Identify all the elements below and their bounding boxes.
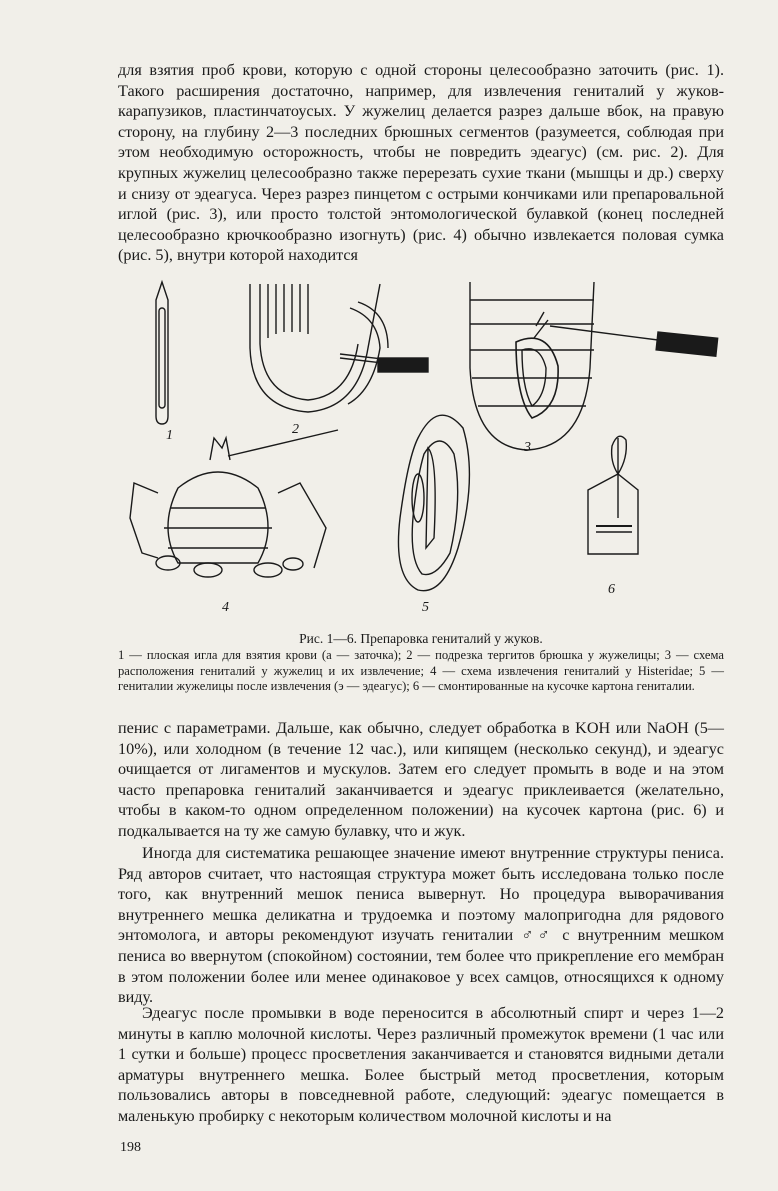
figure-caption-body: 1 — плоская игла для взятия крови (а — заточка); 2 — подрезка тергитов брюшка у жужелицы; 3 — схема расположения гениталий у жужелиц и их извлечение; 4 — схема извлечения гениталий у Histeridae; 5 — гениталии жужелицы после извлечения (э — эдеагус); 6 — смонтированные на кусочке картона гениталии. bbox=[118, 648, 724, 694]
figure-label-2: 2 bbox=[292, 422, 299, 437]
figure-drawings bbox=[118, 278, 724, 628]
fig4-histeridae-drawing bbox=[130, 430, 338, 577]
paragraph-4: Эдеагус после промывки в воде переносится в абсолютный спирт и через 1—2 минуты в каплю молочной кислоты. Через различный промежуток времени (1 час или 1 сутки и больше) процесс просветления заканчивается и становятся видными детали арматуры внутреннего мешка. Более быстрый метод просветления, которым пользовались авторы в повседневной работе, следующий: эдеагус помещается в маленькую пробирку с некоторым количеством молочной кислоты и на bbox=[118, 1004, 724, 1125]
paragraph-1: для взятия проб крови, которую с одной стороны целесообразно заточить (рис. 1). Такого расширения достаточно, например, для извлечения гениталий у жуков-карапузиков, пластинчатоусых. У жужелиц делается разрез дальше вбок, на правую сторону, на глубину 2—3 последних брюшных сегментов (разумеется, соблюдая при этом необходимую осторожность, чтобы не повредить эдеагус) (см. рис. 2). Для крупных жужелиц целесообразно также перерезать сухие ткани (мышцы и др.) сверху и снизу от эдеагуса. Через разрез пинцетом с острыми кончиками или препаровальной иглой (рис. 3), или просто толстой энтомологической булавкой (конец последней целесообразно крючкообразно изогнуть) (рис. 4) обычно извлекается половая сумка (рис. 5), внутри которой находится bbox=[118, 61, 724, 265]
fig6-mounted-drawing bbox=[588, 436, 638, 554]
fig1-needle-drawing bbox=[156, 282, 168, 424]
figure-label-5: 5 bbox=[422, 600, 429, 615]
paragraph-3: Иногда для систематика решающее значение имеют внутренние структуры пениса. Ряд авторов считает, что настоящая структура может быть исследована только после того, как внутренний мешок пениса вывернут. Но процедура выворачивания внутреннего мешка деликатна и трудоемка и поэтому малопригодна для рядового энтомолога, и авторы рекомендуют изучать гениталии ♂♂ с внутренним мешком пениса во ввернутом (спокойном) состоянии, тем более что прикрепление его мембран в этом положении более или менее одинаковое у всех самцов, относящихся к одному виду. bbox=[118, 844, 724, 1007]
figure-label-4: 4 bbox=[222, 600, 229, 615]
fig5-extracted-drawing bbox=[398, 415, 469, 591]
figure-label-1: 1 bbox=[166, 428, 173, 443]
paragraph-2: пенис с параметрами. Дальше, как обычно, следует обработка в KOH или NaOH (5—10%), или холодном (в течение 12 час.), или кипящем (несколько секунд), и эдеагус очищается от лигаментов и мускулов. Затем его следует промыть в воде и на этом часто препаровка гениталий заканчивается и эдеагус приклеивается (желательно, чтобы в каком-то одном определенном положении) на кусочек картона (рис. 6) и подкалывается на ту же самую булавку, что и жук. bbox=[118, 719, 724, 840]
figure-label-3: 3 bbox=[524, 440, 531, 455]
fig3-genital-drawing bbox=[470, 282, 718, 450]
fig2-abdomen-drawing bbox=[250, 284, 428, 412]
figure-label-6: 6 bbox=[608, 582, 615, 597]
figure-plate bbox=[118, 278, 724, 628]
figure-caption-title: Рис. 1—6. Препаровка гениталий у жуков. bbox=[299, 631, 543, 646]
page-number: 198 bbox=[120, 1140, 141, 1155]
